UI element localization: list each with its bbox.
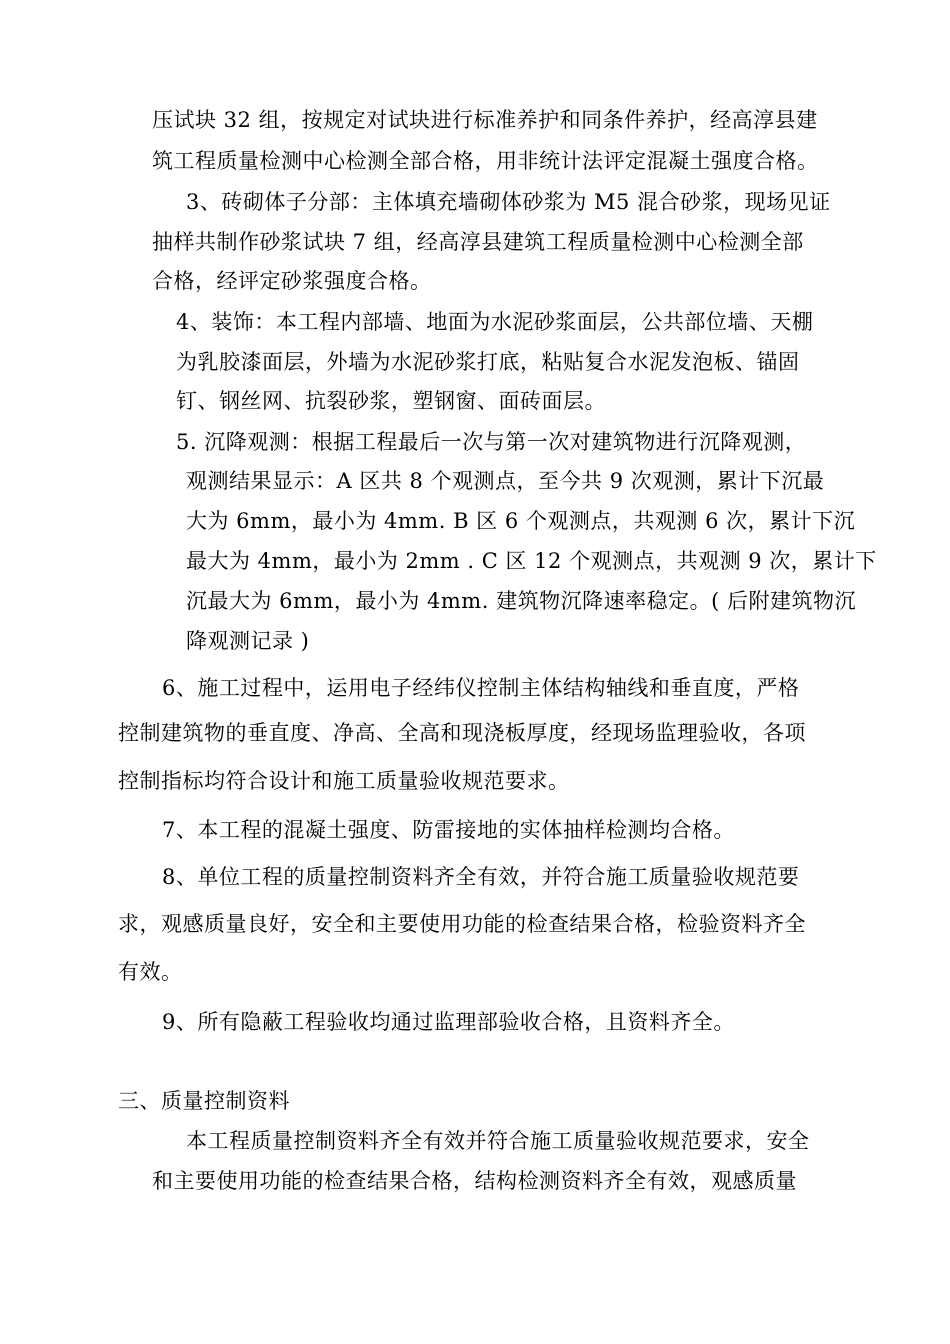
item-4-line: 4、装饰：本工程内部墙、地面为水泥砂浆面层，公共部位墙、天棚 xyxy=(176,310,814,334)
section-3-line: 本工程质量控制资料齐全有效并符合施工质量验收规范要求，安全 xyxy=(186,1129,810,1153)
paragraph-line: 筑工程质量检测中心检测全部合格，用非统计法评定混凝土强度合格。 xyxy=(152,149,819,173)
item-5-line: 沉最大为 6mm，最小为 4mm. 建筑物沉降速率稳定。( 后附建筑物沉 xyxy=(186,589,856,613)
item-6-line: 控制建筑物的垂直度、净高、全高和现浇板厚度，经现场监理验收，各项 xyxy=(118,721,806,745)
item-5-line: 最大为 4mm，最小为 2mm . C 区 12 个观测点，共观测 9 次，累计下 xyxy=(186,549,877,573)
item-5-line: 降观测记录 ) xyxy=(186,629,310,653)
item-9-line: 9、所有隐蔽工程验收均通过监理部验收合格，且资料齐全。 xyxy=(162,1010,735,1034)
item-3-line: 抽样共制作砂浆试块 7 组，经高淳县建筑工程质量检测中心检测全部 xyxy=(152,230,804,254)
item-5-line: 大为 6mm，最小为 4mm. B 区 6 个观测点，共观测 6 次，累计下沉 xyxy=(186,509,856,533)
item-5-line: 观测结果显示：A 区共 8 个观测点，至今共 9 次观测，累计下沉最 xyxy=(186,469,825,493)
item-6-line: 6、施工过程中，运用电子经纬仪控制主体结构轴线和垂直度，严格 xyxy=(162,676,800,700)
item-5-line: 5. 沉降观测：根据工程最后一次与第一次对建筑物进行沉降观测， xyxy=(176,430,807,454)
item-4-line: 钉、钢丝网、抗裂砂浆，塑钢窗、面砖面层。 xyxy=(176,389,606,413)
item-3-line: 3、砖砌体子分部：主体填充墙砌体砂浆为 M5 混合砂浆，现场见证 xyxy=(186,190,831,214)
item-7-line: 7、本工程的混凝土强度、防雷接地的实体抽样检测均合格。 xyxy=(162,818,735,842)
section-heading: 三、质量控制资料 xyxy=(118,1089,290,1113)
paragraph-line: 压试块 32 组，按规定对试块进行标准养护和同条件养护，经高淳县建 xyxy=(152,108,818,132)
item-3-line: 合格，经评定砂浆强度合格。 xyxy=(152,269,432,293)
item-8-line: 8、单位工程的质量控制资料齐全有效，并符合施工质量验收规范要 xyxy=(162,865,800,889)
section-3-line: 和主要使用功能的检查结果合格，结构检测资料齐全有效，观感质量 xyxy=(152,1169,797,1193)
item-4-line: 为乳胶漆面层，外墙为水泥砂浆打底，粘贴复合水泥发泡板、锚固 xyxy=(176,350,800,374)
item-8-line: 求，观感质量良好，安全和主要使用功能的检查结果合格，检验资料齐全 xyxy=(118,912,806,936)
item-6-line: 控制指标均符合设计和施工质量验收规范要求。 xyxy=(118,769,570,793)
item-8-line: 有效。 xyxy=(118,960,183,984)
